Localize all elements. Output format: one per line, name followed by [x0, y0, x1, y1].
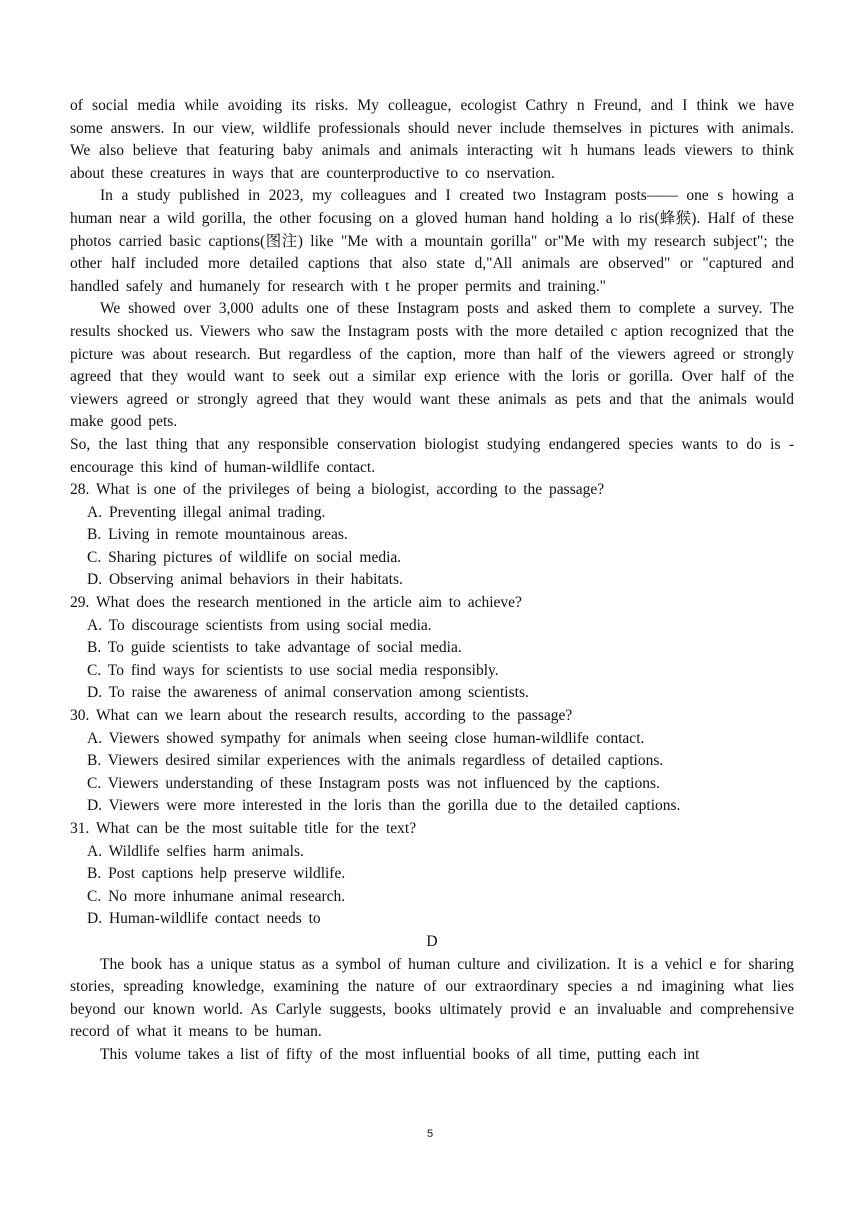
- option-c: C. Sharing pictures of wildlife on social media.: [87, 548, 402, 566]
- option-b: B. Viewers desired similar experiences with the animals regardless of detailed captions.: [87, 752, 664, 770]
- option-d: D. To raise the awareness of animal conservation among scientists.: [87, 684, 529, 702]
- option-d: D. Viewers were more interested in the loris than the gorilla due to the detailed captions.: [87, 797, 681, 815]
- option-b: B. Post captions help preserve wildlife.: [87, 865, 346, 883]
- option-a: A. Preventing illegal animal trading.: [87, 503, 326, 521]
- option-b: B. To guide scientists to take advantage of social media.: [87, 639, 462, 657]
- question-28: [70, 479, 794, 592]
- question-stem: 30. What can we learn about the research results, according to the passage?: [70, 707, 573, 725]
- option-a: A. To discourage scientists from using social media.: [87, 616, 432, 634]
- passage-d: [70, 931, 794, 1067]
- option-c: C. Viewers understanding of these Instagram posts was not influenced by the captions.: [87, 774, 660, 792]
- passage-c-paragraph-3: We showed over 3,000 adults one of these Instagram posts and asked them to complete a survey. The results shocked us. Viewers who saw the Instagram posts with the more detailed c aption recognized that the picture was about research. But regardless of the caption, more than half of the viewers agreed or strongly agreed that they would want to seek out a similar exp erience with the loris or gorilla. Over half of the viewers agreed or strongly agreed that they would want these animals as pets and that the animals would make good pets.: [70, 300, 794, 431]
- option-c: C. To find ways for scientists to use social media responsibly.: [87, 661, 499, 679]
- question-29: [70, 592, 794, 705]
- passage-c-paragraph-1: of social media while avoiding its risks. My colleague, ecologist Cathry n Freund, and I think we have some answers. In our view, wildlife professionals should never include themselves in pictures with animals. We also believe that featuring baby animals and animals interacting wit h humans leads viewers to think about these creatures in ways that are counterproductive to co nservation.: [70, 97, 794, 182]
- question-stem: 28. What is one of the privileges of being a biologist, according to the passage?: [70, 481, 605, 499]
- question-30: [70, 705, 794, 818]
- question-31: [70, 818, 794, 931]
- option-d: D. Human-wildlife contact needs to: [87, 910, 321, 928]
- question-stem: 31. What can be the most suitable title for the text?: [70, 820, 417, 837]
- passage-c: [70, 95, 794, 931]
- option-b: B. Living in remote mountainous areas.: [87, 526, 348, 544]
- option-c: C. No more inhumane animal research.: [87, 887, 346, 905]
- passage-d-paragraph-1: The book has a unique status as a symbol of human culture and civilization. It is a vehicl e for sharing stories, spreading knowledge, examining the nature of our extraordinary species a nd imagining what lies beyond our known world. As Carlyle suggests, books ultimately provid e an invaluable and comprehensive record of what it means to be human.: [70, 955, 794, 1041]
- option-d: D. Observing animal behaviors in their habitats.: [87, 571, 403, 589]
- question-stem: 29. What does the research mentioned in the article aim to achieve?: [70, 594, 522, 612]
- option-a: A. Viewers showed sympathy for animals when seeing close human-wildlife contact.: [87, 729, 645, 747]
- passage-c-paragraph-2: In a study published in 2023, my colleagues and I created two Instagram posts—— one s howing a human near a wild gorilla, the other focusing on a gloved human hand holding a lo ris(蜂猴). Half of these photos carried basic captions(图注) like "Me with a mountain gorilla" or"Me with my research subject"; the other half included more detailed captions that also state d,"All animals are observed" or "captured and handled safely and humanely for research with t he proper permits and training.": [70, 187, 794, 295]
- passage-c-paragraph-4: So, the last thing that any responsible conservation biologist studying endangered species wants to do is - encourage this kind of human-wildlife contact.: [70, 435, 794, 476]
- passage-d-paragraph-2: This volume takes a list of fifty of the most influential books of all time, putting each int: [100, 1045, 700, 1063]
- section-heading: D: [426, 932, 438, 950]
- document-page: [70, 95, 794, 1067]
- option-a: A. Wildlife selfies harm animals.: [87, 842, 304, 860]
- page-number: 5: [426, 1128, 434, 1140]
